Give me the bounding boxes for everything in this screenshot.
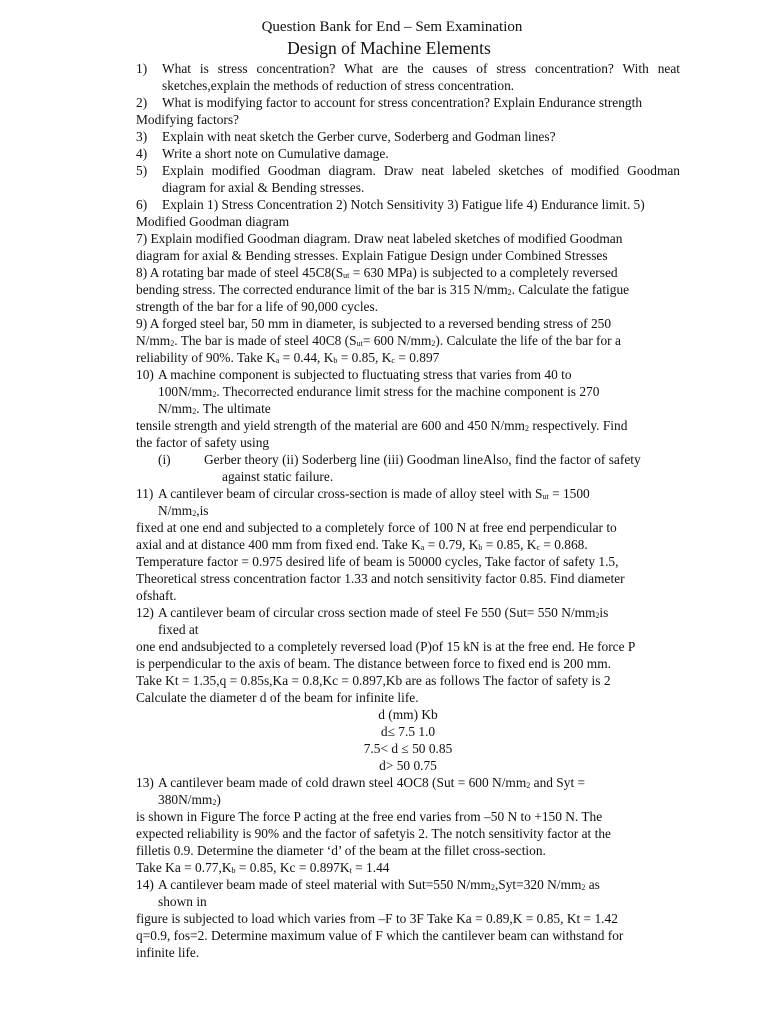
subscript: c <box>536 543 540 552</box>
sub-item <box>136 451 680 485</box>
question-6 <box>136 196 680 213</box>
question-number: 5) <box>136 163 148 178</box>
text-run: N/mm <box>136 333 171 348</box>
text-run: A cantilever beam made of steel material with Sut=550 N/mm <box>158 877 491 892</box>
question-10-body <box>136 366 680 417</box>
text-run: . The bar is made of steel 40C8 (S <box>174 333 357 348</box>
subscript: 2 <box>490 883 495 892</box>
question-5 <box>136 162 680 196</box>
question-number: 4) <box>136 146 148 161</box>
kb-table-row: d> 50 0.75 <box>379 758 437 773</box>
question-number: 1) <box>136 61 148 76</box>
text-line: figure is subjected to load which varies from –F to 3F Take Ka = 0.89,K = 0.85, Kt = 1.42 <box>136 911 618 926</box>
subscript: t <box>349 866 352 875</box>
question-text <box>158 485 680 519</box>
text-run: bending stress. The corrected endurance limit of the bar is 315 N/mm <box>136 282 508 297</box>
text-line: Theoretical stress concentration factor 1.33 and notch sensitivity factor 0.85. Find diameter <box>136 571 625 586</box>
subscript: b <box>478 543 483 552</box>
text-run: = 0.44, K <box>279 350 334 365</box>
question-11-body <box>136 485 680 519</box>
question-text: Explain 1) Stress Concentration 2) Notch Sensitivity 3) Fatigue life 4) Endurance limit. 5) <box>162 197 645 212</box>
text-line: q=0.9, fos=2. Determine maximum value of F which the cantilever beam can withstand for <box>136 928 624 943</box>
text-run: Take Ka = 0.77,K <box>136 860 232 875</box>
text-run: N/mm <box>158 401 193 416</box>
text-line: diagram for axial & Bending stresses. Explain Fatigue Design under Combined Stresses <box>136 248 608 263</box>
text-run: A cantilever beam of circular cross section made of steel Fe 550 (Sut= 550 N/mm <box>158 605 596 620</box>
question-number: 6) <box>136 197 148 212</box>
subscript: a <box>275 356 280 365</box>
text-line <box>136 417 680 434</box>
text-line: is perpendicular to the axis of beam. The distance between force to fixed end is 200 mm. <box>136 656 611 671</box>
subscript: 2 <box>170 339 175 348</box>
text-run: . The ultimate <box>196 401 271 416</box>
text-line: expected reliability is 90% and the factor of safetyis 2. The notch sensitivity factor at the <box>136 826 611 841</box>
text-line: fixed at <box>158 622 199 637</box>
subscript: ut <box>343 271 350 280</box>
kb-table <box>136 706 680 774</box>
question-text: Explain modified Goodman diagram. Draw neat labeled sketches of modified Goodman diagram for axial & Bending stresses. <box>162 163 680 195</box>
subscript: b <box>231 866 236 875</box>
question-number: 10) <box>136 367 154 382</box>
text-run: = 0.85, K <box>482 537 537 552</box>
question-8 <box>136 264 680 315</box>
sub-item-number: (i) <box>158 452 171 467</box>
subscript: 2 <box>507 288 512 297</box>
text-run: = 0.85, Kc = 0.897K <box>235 860 350 875</box>
section-heading-modifying-factors: Modifying factors? <box>136 112 240 127</box>
text-run: 100N/mm <box>158 384 213 399</box>
document-header <box>0 18 768 59</box>
question-10 <box>136 366 680 485</box>
text-line: Temperature factor = 0.975 desired life of beam is 50000 cycles, Take factor of safety 1.5, <box>136 554 619 569</box>
text-line: one end andsubjected to a completely reversed load (P)of 15 kN is at the free end. He force P <box>136 639 636 654</box>
text-run: 8) A rotating bar made of steel 45C8(S <box>136 265 344 280</box>
kb-table-row: d≤ 7.5 1.0 <box>380 724 436 739</box>
text-line: 7) Explain modified Goodman diagram. Draw neat labeled sketches of modified Goodman <box>136 231 623 246</box>
subscript: 2 <box>526 781 531 790</box>
text-line: Gerber theory (ii) Soderberg line (iii) Goodman lineAlso, find the factor of safety <box>204 452 641 467</box>
question-12 <box>136 604 680 774</box>
question-12-body <box>136 604 680 638</box>
question-text <box>158 774 680 808</box>
text-run: as <box>585 877 600 892</box>
text-run: reliability of 90%. Take K <box>136 350 276 365</box>
text-line <box>136 264 680 281</box>
subscript: 2 <box>581 883 586 892</box>
question-3 <box>136 128 680 145</box>
text-line <box>158 400 680 417</box>
question-text: What is stress concentration? What are the causes of stress concentration? With neat sketches,explain the methods of reduction of stress concentration. <box>162 61 680 93</box>
text-line <box>158 383 680 400</box>
question-1 <box>136 60 680 94</box>
text-line <box>136 859 680 876</box>
document-subject: Design of Machine Elements <box>287 38 491 58</box>
question-text <box>158 876 680 910</box>
text-run: = 0.79, K <box>424 537 479 552</box>
question-14 <box>136 876 680 961</box>
text-run: = 1.44 <box>351 860 390 875</box>
text-line <box>158 502 680 519</box>
text-run: = 600 N/mm <box>362 333 432 348</box>
text-run: axial and at distance 400 mm from fixed end. Take K <box>136 537 421 552</box>
text-line: fixed at one end and subjected to a completely force of 100 N at free end perpendicular to <box>136 520 617 535</box>
text-run: = 0.868. <box>540 537 588 552</box>
question-13-body <box>136 774 680 808</box>
text-run: and Syt = <box>530 775 586 790</box>
question-4 <box>136 145 680 162</box>
subscript: ut <box>356 339 363 348</box>
text-run: N/mm <box>158 503 193 518</box>
sub-item-text <box>204 451 680 485</box>
subscript: 2 <box>431 339 436 348</box>
text-line: Take Kt = 1.35,q = 0.85s,Ka = 0.8,Kc = 0.897,Kb are as follows The factor of safety is 2 <box>136 673 611 688</box>
text-line: Calculate the diameter d of the beam for infinite life. <box>136 690 419 705</box>
kb-table-header: d (mm) Kb <box>378 707 438 722</box>
subscript: 2 <box>524 424 529 433</box>
subscript: 2 <box>192 509 197 518</box>
text-run: A machine component is subjected to fluctuating stress that varies from 40 to <box>158 367 572 382</box>
text-line: filletis 0.9. Determine the diameter ‘d’ of the beam at the fillet cross-section. <box>136 843 546 858</box>
text-run: = 1500 <box>548 486 590 501</box>
text-line: infinite life. <box>136 945 200 960</box>
text-run: respectively. Find <box>528 418 628 433</box>
question-text <box>158 366 680 417</box>
text-run: 380N/mm <box>158 792 213 807</box>
text-run: ,is <box>196 503 209 518</box>
question-number: 11) <box>136 486 154 501</box>
question-text: Explain with neat sketch the Gerber curve, Soderberg and Godman lines? <box>162 129 556 144</box>
text-line: 9) A forged steel bar, 50 mm in diameter, is subjected to a reversed bending stress of 250 <box>136 316 612 331</box>
question-number: 3) <box>136 129 148 144</box>
text-run: = 0.897 <box>394 350 440 365</box>
text-run: ) <box>216 792 221 807</box>
subscript: 2 <box>595 611 600 620</box>
question-text: What is modifying factor to account for stress concentration? Explain Endurance strength <box>162 95 643 110</box>
text-run: A cantilever beam made of cold drawn steel 4OC8 (Sut = 600 N/mm <box>158 775 527 790</box>
text-line: shown in <box>158 894 207 909</box>
text-line <box>136 281 680 298</box>
text-run: is <box>599 605 609 620</box>
section-heading-modified-goodman: Modified Goodman diagram <box>136 214 290 229</box>
text-line: strength of the bar for a life of 90,000 cycles. <box>136 299 379 314</box>
text-line <box>136 349 680 366</box>
subscript: b <box>333 356 338 365</box>
text-run: . Calculate the fatigue <box>511 282 630 297</box>
question-2 <box>136 94 680 111</box>
question-text: Write a short note on Cumulative damage. <box>162 146 389 161</box>
document-title: Question Bank for End – Sem Examination <box>261 19 523 35</box>
question-9 <box>136 315 680 366</box>
subscript: 2 <box>212 798 217 807</box>
subscript: a <box>420 543 425 552</box>
question-number: 13) <box>136 775 154 790</box>
subscript: c <box>391 356 395 365</box>
text-run: tensile strength and yield strength of the material are 600 and 450 N/mm <box>136 418 525 433</box>
question-11 <box>136 485 680 604</box>
text-line: the factor of safety using <box>136 435 270 450</box>
text-run: . Thecorrected endurance limit stress for the machine component is 270 <box>216 384 600 399</box>
subscript: 2 <box>192 407 197 416</box>
question-14-body <box>136 876 680 910</box>
text-line <box>158 791 680 808</box>
subscript: ut <box>542 492 549 501</box>
question-7 <box>136 230 680 264</box>
text-run: A cantilever beam of circular cross-section is made of alloy steel with S <box>158 486 543 501</box>
kb-table-row: 7.5< d ≤ 50 0.85 <box>363 741 453 756</box>
subscript: 2 <box>212 390 217 399</box>
text-line <box>136 332 680 349</box>
text-line: is shown in Figure The force P acting at the free end varies from –50 N to +150 N. The <box>136 809 603 824</box>
question-number: 14) <box>136 877 154 892</box>
text-line: against static failure. <box>222 469 334 484</box>
question-text <box>158 604 680 638</box>
text-line <box>136 536 680 553</box>
text-run: = 630 MPa) is subjected to a completely reversed <box>349 265 618 280</box>
text-line: ofshaft. <box>136 588 177 603</box>
question-13 <box>136 774 680 876</box>
question-number: 2) <box>136 95 148 110</box>
text-run: ). Calculate the life of the bar for a <box>435 333 621 348</box>
text-run: = 0.85, K <box>337 350 392 365</box>
text-run: ,Syt=320 N/mm <box>494 877 582 892</box>
question-number: 12) <box>136 605 154 620</box>
